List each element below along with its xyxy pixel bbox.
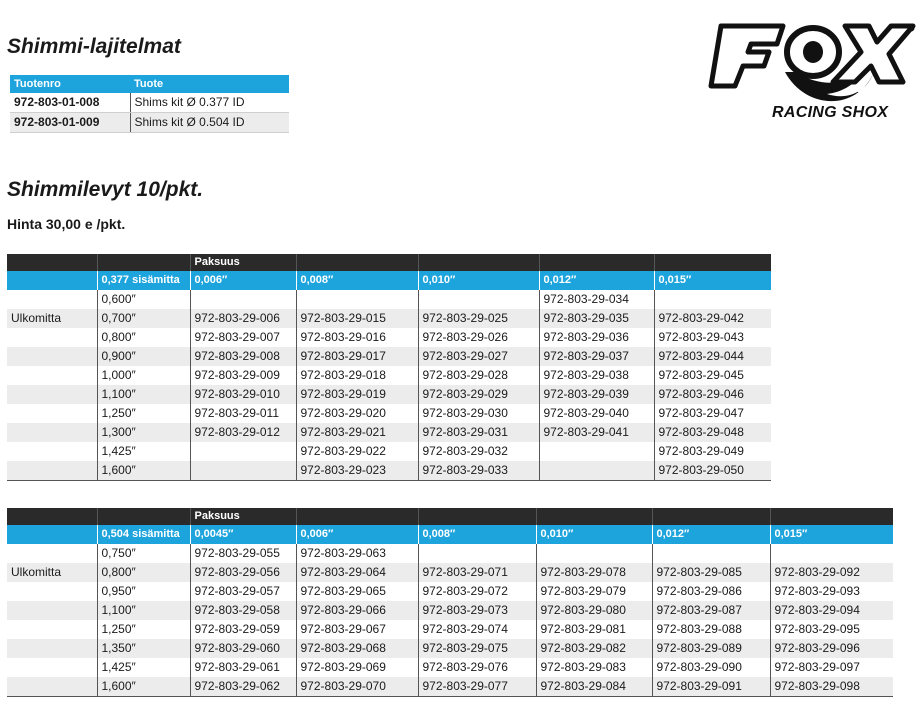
part-number-cell: 972-803-29-082 bbox=[536, 639, 652, 658]
part-number-cell: 972-803-29-049 bbox=[654, 442, 771, 461]
part-number-cell: 972-803-29-089 bbox=[652, 639, 770, 658]
part-number-cell bbox=[536, 544, 652, 563]
part-number-cell: 972-803-29-022 bbox=[296, 442, 418, 461]
thickness-header: 0,008″ bbox=[418, 525, 536, 544]
kits-header-product-no: Tuotenro bbox=[10, 75, 130, 93]
thickness-header: 0,006″ bbox=[190, 271, 296, 290]
thickness-header: 0,0045″ bbox=[190, 525, 296, 544]
part-number-cell: 972-803-29-042 bbox=[654, 309, 771, 328]
part-number-cell bbox=[770, 544, 893, 563]
part-number-cell: 972-803-29-083 bbox=[536, 658, 652, 677]
part-number-cell: 972-803-29-019 bbox=[296, 385, 418, 404]
part-number-cell: 972-803-29-091 bbox=[652, 677, 770, 697]
part-number-cell: 972-803-29-012 bbox=[190, 423, 296, 442]
part-number-cell: 972-803-29-016 bbox=[296, 328, 418, 347]
outer-diameter-cell: 1,425″ bbox=[97, 658, 190, 677]
part-number-cell: 972-803-29-035 bbox=[539, 309, 654, 328]
part-number-cell: 972-803-29-033 bbox=[418, 461, 539, 481]
part-number-cell: 972-803-29-034 bbox=[539, 290, 654, 309]
part-number-cell: 972-803-29-061 bbox=[190, 658, 296, 677]
outer-diameter-cell: 0,700″ bbox=[97, 309, 190, 328]
table-row bbox=[7, 658, 893, 677]
side-cell bbox=[7, 347, 97, 366]
kit-product-no: 972-803-01-009 bbox=[10, 113, 130, 133]
part-number-cell: 972-803-29-050 bbox=[654, 461, 771, 481]
shim-table-0504 bbox=[7, 508, 893, 697]
part-number-cell: 972-803-29-056 bbox=[190, 563, 296, 582]
outer-diameter-cell: 1,300″ bbox=[97, 423, 190, 442]
part-number-cell: 972-803-29-062 bbox=[190, 677, 296, 697]
part-number-cell: 972-803-29-078 bbox=[536, 563, 652, 582]
side-cell bbox=[7, 601, 97, 620]
table-row bbox=[7, 582, 893, 601]
table-row bbox=[7, 290, 771, 309]
part-number-cell: 972-803-29-095 bbox=[770, 620, 893, 639]
outer-diameter-cell: 1,000″ bbox=[97, 366, 190, 385]
part-number-cell: 972-803-29-063 bbox=[296, 544, 418, 563]
part-number-cell: 972-803-29-030 bbox=[418, 404, 539, 423]
part-number-cell: 972-803-29-073 bbox=[418, 601, 536, 620]
side-cell bbox=[7, 290, 97, 309]
column-header-row bbox=[7, 525, 893, 544]
outer-diameter-cell: 0,950″ bbox=[97, 582, 190, 601]
part-number-cell: 972-803-29-072 bbox=[418, 582, 536, 601]
kit-product-no: 972-803-01-008 bbox=[10, 93, 130, 113]
outer-diameter-cell: 0,600″ bbox=[97, 290, 190, 309]
part-number-cell: 972-803-29-031 bbox=[418, 423, 539, 442]
part-number-cell bbox=[190, 442, 296, 461]
table-row bbox=[7, 639, 893, 658]
part-number-cell: 972-803-29-047 bbox=[654, 404, 771, 423]
part-number-cell: 972-803-29-059 bbox=[190, 620, 296, 639]
part-number-cell: 972-803-29-039 bbox=[539, 385, 654, 404]
table-row bbox=[7, 328, 771, 347]
table-row bbox=[7, 366, 771, 385]
part-number-cell: 972-803-29-093 bbox=[770, 582, 893, 601]
part-number-cell: 972-803-29-075 bbox=[418, 639, 536, 658]
group-label: Paksuus bbox=[190, 254, 296, 271]
side-cell bbox=[7, 639, 97, 658]
group-label: Paksuus bbox=[190, 508, 296, 525]
logo-subtitle: RACING SHOX bbox=[772, 104, 889, 121]
kits-header-row bbox=[10, 75, 289, 93]
part-number-cell: 972-803-29-015 bbox=[296, 309, 418, 328]
part-number-cell bbox=[190, 290, 296, 309]
outer-diameter-cell: 1,100″ bbox=[97, 601, 190, 620]
part-number-cell: 972-803-29-066 bbox=[296, 601, 418, 620]
thickness-header: 0,015″ bbox=[654, 271, 771, 290]
kit-product-name: Shims kit Ø 0.504 ID bbox=[130, 113, 289, 133]
side-cell bbox=[7, 544, 97, 563]
part-number-cell: 972-803-29-065 bbox=[296, 582, 418, 601]
group-header-row bbox=[7, 254, 771, 271]
part-number-cell: 972-803-29-067 bbox=[296, 620, 418, 639]
side-cell bbox=[7, 423, 97, 442]
table-row bbox=[7, 601, 893, 620]
part-number-cell: 972-803-29-076 bbox=[418, 658, 536, 677]
corner-label: 0,377 sisämitta bbox=[97, 271, 190, 290]
part-number-cell: 972-803-29-092 bbox=[770, 563, 893, 582]
thickness-header: 0,008″ bbox=[296, 271, 418, 290]
part-number-cell: 972-803-29-027 bbox=[418, 347, 539, 366]
part-number-cell: 972-803-29-023 bbox=[296, 461, 418, 481]
part-number-cell: 972-803-29-079 bbox=[536, 582, 652, 601]
side-cell bbox=[7, 404, 97, 423]
side-cell bbox=[7, 620, 97, 639]
part-number-cell: 972-803-29-096 bbox=[770, 639, 893, 658]
side-cell bbox=[7, 328, 97, 347]
part-number-cell: 972-803-29-020 bbox=[296, 404, 418, 423]
corner-label: 0,504 sisämitta bbox=[97, 525, 190, 544]
side-cell bbox=[7, 385, 97, 404]
part-number-cell bbox=[296, 290, 418, 309]
part-number-cell: 972-803-29-071 bbox=[418, 563, 536, 582]
part-number-cell bbox=[418, 290, 539, 309]
part-number-cell: 972-803-29-094 bbox=[770, 601, 893, 620]
thickness-header: 0,012″ bbox=[652, 525, 770, 544]
outer-diameter-cell: 0,900″ bbox=[97, 347, 190, 366]
table-row bbox=[7, 461, 771, 481]
part-number-cell: 972-803-29-045 bbox=[654, 366, 771, 385]
part-number-cell: 972-803-29-011 bbox=[190, 404, 296, 423]
part-number-cell: 972-803-29-081 bbox=[536, 620, 652, 639]
part-number-cell: 972-803-29-068 bbox=[296, 639, 418, 658]
table-row bbox=[10, 113, 289, 133]
thickness-header: 0,015″ bbox=[770, 525, 893, 544]
side-cell bbox=[7, 582, 97, 601]
part-number-cell: 972-803-29-069 bbox=[296, 658, 418, 677]
kit-product-name: Shims kit Ø 0.377 ID bbox=[130, 93, 289, 113]
part-number-cell: 972-803-29-008 bbox=[190, 347, 296, 366]
side-label: Ulkomitta bbox=[7, 563, 97, 582]
table-row bbox=[7, 404, 771, 423]
table-row bbox=[7, 423, 771, 442]
outer-diameter-cell: 0,800″ bbox=[97, 328, 190, 347]
part-number-cell: 972-803-29-090 bbox=[652, 658, 770, 677]
outer-diameter-cell: 1,425″ bbox=[97, 442, 190, 461]
part-number-cell: 972-803-29-021 bbox=[296, 423, 418, 442]
part-number-cell: 972-803-29-098 bbox=[770, 677, 893, 697]
part-number-cell: 972-803-29-041 bbox=[539, 423, 654, 442]
part-number-cell: 972-803-29-009 bbox=[190, 366, 296, 385]
part-number-cell: 972-803-29-028 bbox=[418, 366, 539, 385]
part-number-cell: 972-803-29-036 bbox=[539, 328, 654, 347]
part-number-cell bbox=[418, 544, 536, 563]
outer-diameter-cell: 1,600″ bbox=[97, 461, 190, 481]
column-header-row bbox=[7, 271, 771, 290]
part-number-cell bbox=[652, 544, 770, 563]
part-number-cell: 972-803-29-097 bbox=[770, 658, 893, 677]
table-row bbox=[7, 677, 893, 697]
part-number-cell: 972-803-29-044 bbox=[654, 347, 771, 366]
part-number-cell: 972-803-29-029 bbox=[418, 385, 539, 404]
part-number-cell: 972-803-29-040 bbox=[539, 404, 654, 423]
part-number-cell: 972-803-29-064 bbox=[296, 563, 418, 582]
outer-diameter-cell: 0,750″ bbox=[97, 544, 190, 563]
thickness-header: 0,010″ bbox=[418, 271, 539, 290]
part-number-cell: 972-803-29-043 bbox=[654, 328, 771, 347]
part-number-cell: 972-803-29-060 bbox=[190, 639, 296, 658]
outer-diameter-cell: 1,250″ bbox=[97, 620, 190, 639]
part-number-cell: 972-803-29-007 bbox=[190, 328, 296, 347]
side-cell bbox=[7, 442, 97, 461]
side-label: Ulkomitta bbox=[7, 309, 97, 328]
part-number-cell: 972-803-29-046 bbox=[654, 385, 771, 404]
part-number-cell: 972-803-29-086 bbox=[652, 582, 770, 601]
part-number-cell: 972-803-29-057 bbox=[190, 582, 296, 601]
thickness-header: 0,006″ bbox=[296, 525, 418, 544]
part-number-cell: 972-803-29-058 bbox=[190, 601, 296, 620]
outer-diameter-cell: 1,600″ bbox=[97, 677, 190, 697]
table-row bbox=[7, 347, 771, 366]
table-row bbox=[7, 309, 771, 328]
part-number-cell: 972-803-29-026 bbox=[418, 328, 539, 347]
outer-diameter-cell: 1,350″ bbox=[97, 639, 190, 658]
part-number-cell: 972-803-29-032 bbox=[418, 442, 539, 461]
thickness-header: 0,012″ bbox=[539, 271, 654, 290]
table-row bbox=[7, 620, 893, 639]
side-cell bbox=[7, 658, 97, 677]
kits-header-product: Tuote bbox=[130, 75, 289, 93]
part-number-cell: 972-803-29-018 bbox=[296, 366, 418, 385]
fox-letter-f bbox=[711, 26, 783, 86]
part-number-cell bbox=[539, 442, 654, 461]
table-row bbox=[7, 385, 771, 404]
part-number-cell bbox=[654, 290, 771, 309]
part-number-cell: 972-803-29-085 bbox=[652, 563, 770, 582]
table-row bbox=[7, 544, 893, 563]
table-row bbox=[10, 93, 289, 113]
fox-letter-x bbox=[833, 26, 913, 82]
part-number-cell: 972-803-29-038 bbox=[539, 366, 654, 385]
part-number-cell bbox=[539, 461, 654, 481]
table-row bbox=[7, 563, 893, 582]
part-number-cell: 972-803-29-070 bbox=[296, 677, 418, 697]
shims-heading: Shimmilevyt 10/pkt. bbox=[7, 178, 204, 201]
part-number-cell: 972-803-29-010 bbox=[190, 385, 296, 404]
part-number-cell: 972-803-29-087 bbox=[652, 601, 770, 620]
outer-diameter-cell: 1,250″ bbox=[97, 404, 190, 423]
part-number-cell: 972-803-29-088 bbox=[652, 620, 770, 639]
side-cell bbox=[7, 366, 97, 385]
part-number-cell: 972-803-29-055 bbox=[190, 544, 296, 563]
part-number-cell: 972-803-29-006 bbox=[190, 309, 296, 328]
part-number-cell: 972-803-29-074 bbox=[418, 620, 536, 639]
part-number-cell: 972-803-29-084 bbox=[536, 677, 652, 697]
thickness-header: 0,010″ bbox=[536, 525, 652, 544]
part-number-cell: 972-803-29-048 bbox=[654, 423, 771, 442]
kits-table bbox=[10, 75, 289, 133]
part-number-cell bbox=[190, 461, 296, 481]
part-number-cell: 972-803-29-017 bbox=[296, 347, 418, 366]
part-number-cell: 972-803-29-025 bbox=[418, 309, 539, 328]
outer-diameter-cell: 0,800″ bbox=[97, 563, 190, 582]
group-header-row bbox=[7, 508, 893, 525]
part-number-cell: 972-803-29-080 bbox=[536, 601, 652, 620]
table-row bbox=[7, 442, 771, 461]
part-number-cell: 972-803-29-077 bbox=[418, 677, 536, 697]
kits-heading: Shimmi-lajitelmat bbox=[7, 35, 181, 58]
part-number-cell: 972-803-29-037 bbox=[539, 347, 654, 366]
outer-diameter-cell: 1,100″ bbox=[97, 385, 190, 404]
shim-table-0377 bbox=[7, 254, 771, 481]
price-text: Hinta 30,00 e /pkt. bbox=[7, 216, 126, 232]
side-cell bbox=[7, 461, 97, 481]
side-cell bbox=[7, 677, 97, 697]
